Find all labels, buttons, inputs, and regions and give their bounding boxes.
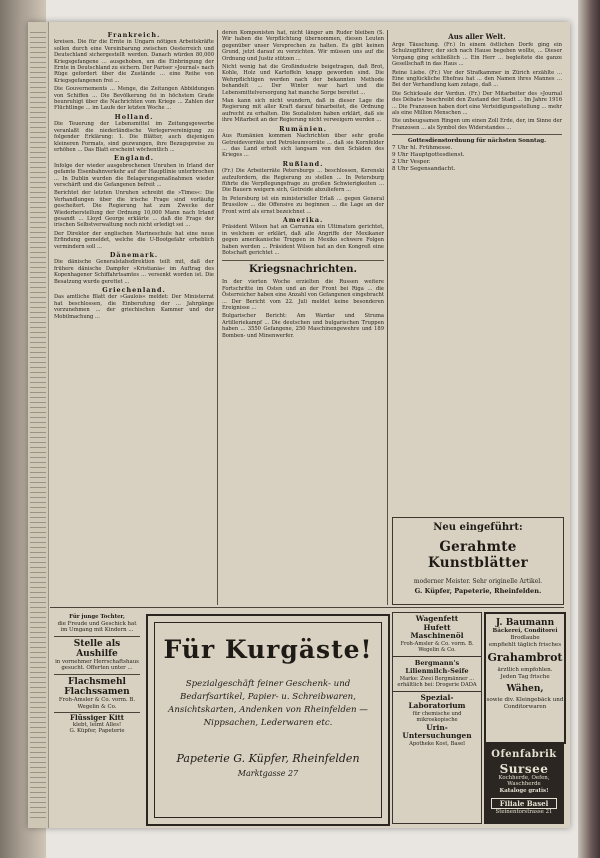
advert-title: Bergmann's Lilienmilch-Seife	[405, 658, 469, 676]
section-heading: Rumänien.	[279, 124, 327, 133]
advert-block	[393, 657, 481, 692]
section-heading: Holland.	[114, 112, 154, 121]
advert-firm: G. Küpfer, Papeterie, Rheinfelden.	[414, 587, 542, 595]
advert-text: klebt, leimt Alles!	[72, 721, 122, 728]
schedule-item: 8 Uhr Segensandacht.	[392, 166, 456, 173]
advert-text: für chemische und mikroskopische	[412, 710, 462, 724]
advert-branch: Filiale Basel	[491, 798, 557, 809]
advert-text: Kataloge gratis!	[499, 787, 549, 794]
advert-firm: Papeterie G. Küpfer, Rheinfelden	[176, 752, 360, 765]
article-text: Die unbeugsamen Ringen um einen Zoll Erde, der, im Sinne der Franzosen ... als Symbol des Widerstandes ...	[392, 118, 562, 131]
article-text: Arge Täuschung. (Fr.) In einem östlichen Dorfe ging ein Schulzugführer, der sich nach Hause begeben wollte, ... Dieser Vorgang ging schließlich ... Ein Herr ... begleitete die ganze Gesellschaft in das Haus ...	[392, 42, 562, 68]
advert-text: Kochherde, Oefen, Waschherde	[498, 775, 550, 788]
article-text: Die Teuerung der Lebensmittel im Zeitungsgewerbe veranlaßt die niederländische Verlegervereinigung zu folgender Erklärung: 1. Die Blätter, auch diejenigen kleineren Formats, sind gezwungen, ihre Bezugspreise zu erhöhen ... Das Blatt erscheint wöchentlich ...	[54, 121, 214, 153]
article-text: Präsident Wilson hat an Carranza ein Ultimatum gerichtet, in welchem er erklärt, daß alle Angriffe der Mexikaner gegen amerikanische Truppen in Mexiko schwere Folgen haben werden ... Präsident Wilson hat an den Kongreß eine Botschaft gerichtet ...	[222, 224, 384, 256]
advert-title: Flachssamen	[64, 686, 130, 697]
advert-text: Jeden Tag frische	[500, 674, 550, 681]
advert-text: Marke: Zwei Bergmänner ... erhältlich bei: Drogerie DADA	[397, 675, 477, 689]
advert-firm: Apotheke Kost, Basel	[409, 740, 465, 747]
advert-title: Urin-Untersuchungen	[402, 722, 472, 741]
article-text: Der Direktor der englischen Marineschule hat eine neue Erfindung gemeldet, welche die U-Bootgefahr erheblich vermindern soll ...	[54, 230, 214, 250]
small-ads-column	[54, 612, 140, 822]
advert-product: Wähen,	[506, 683, 544, 694]
advert-title: Ofenfabrik	[491, 749, 557, 760]
advert-title: J. Baumann	[495, 618, 555, 628]
war-news-heading: Kriegsnachrichten.	[222, 260, 384, 276]
section-heading: Dänemark.	[109, 251, 159, 259]
article-text: Die dänische Generalstabsdirektion teilt mit, daß der frühere dänische Dampfer »Kristiania« im Auftrag des Kopenhagener Schiffahrtsamtes ... versenkt worden ist. Die Besatzung wurde gerettet ...	[54, 259, 214, 285]
advert-text: G. Küpfer, Papeterie	[69, 728, 125, 735]
article-text: Aus Rumänien kommen Nachrichten über sehr große Getreidevorräte und Petroleumvorräte ... daß sie Kornfelder ... das Land erholt sich langsam von den Schäden des Krieges ...	[222, 133, 384, 159]
column-rule	[387, 30, 388, 605]
advert-block	[393, 613, 481, 657]
advert-text: moderner Meister. Sehr originelle Artikel.	[413, 578, 543, 585]
advert-title: Spezial-Laboratorium	[408, 692, 466, 711]
advert-title: Maschinenöl	[410, 631, 464, 641]
advert-address: Marktgasse 27	[237, 769, 299, 778]
article-text: Nicht wenig hat die Großindustrie beigetragen, daß Brot, Kohle, Holz und Kartoffeln knapp geworden sind. Die Wehrpflichtigen werden nach der bekannten Methode behandelt ... Der Winter war hart und die Lebensmittelversorgung hat manche Sorge bereitet ...	[222, 64, 384, 96]
advert-text: Spezialgeschäft feiner Geschenk- und Bedarfsartikel, Papier- u. Schreibwaren, Ansichtskarten, Andenken von Rheinfelden — Nippsachen, Lederwaren etc.	[168, 679, 368, 728]
advert-title: Flachsmehl	[68, 676, 126, 687]
section-divider	[50, 607, 564, 608]
schedule-item: 7 Uhr hl. Frühmesse.	[392, 145, 453, 152]
article-text: (Fr.) Die Arbeiterräte Petersburgs ... beschlossen, Kerenski aufzufordern, die Regierung zu stellen ... In Petersburg führte die Verpflegungsfrage zu großen Schwierigkeiten ... Die Bauern weigern sich, Getreide abzuliefern ...	[222, 168, 384, 194]
section-heading: Frankreich.	[107, 31, 161, 39]
advert-address: Steinentorstrasse 21	[495, 809, 553, 816]
article-text: Die Gouvernements ... Menge, die Zeitungen Abbildungen von Schiffen ... Die Bevölkerung fei in höchstem Grade beunruhigt über die Nachrichten vom Kriege ... Zahlen der Flüchtlinge ... im Laufe der letzten Woche ...	[54, 86, 214, 112]
column-rule	[217, 30, 218, 605]
schedule-item: 9 Uhr Hauptgottesdienst.	[392, 152, 465, 159]
advert-text: ärztlich empfohlen.	[497, 667, 553, 674]
article-text: Berichtet der letzten Unruhen schreibt die »Times«: Die Verhandlungen über die irische Frage sind vorläufig gescheitert. Die Regierung hat zum Zwecke der Wiederherstellung der Ordnung 10,000 Mann nach Irland gesandt ... Lloyd George erklärte ... daß die Frage der irischen Selbstverwaltung noch nicht erledigt sei ...	[54, 190, 214, 229]
advert-title: Sursee	[499, 762, 549, 776]
article-text: kreisen. Die für die Ernte in Ungarn nötigen Arbeitskräfte sollen durch eine Vereinbarung zwischen Oesterreich und Deutschland sichergestellt werden. Danach würden 80,000 Kriegsgefangene ... ausgehoben, um die Einbringung der Ernte in Deutschland zu sichern. Der Pariser »Journal« nach Rüge gefordert über die Zustände ... eine Reihe von Kriegsgefangenen frei ...	[54, 39, 214, 84]
article-column-2	[222, 30, 384, 605]
advert-text: Brodlaube	[510, 634, 540, 641]
newspaper-page	[28, 22, 570, 828]
section-heading: Griechenland.	[102, 286, 166, 295]
stove-factory-advert	[484, 744, 564, 824]
advert-product: Grahambrot	[487, 651, 563, 665]
advert-title: Stelle als Aushilfe	[73, 638, 121, 659]
kurgaeste-advert	[146, 614, 390, 826]
advert-heading: Neu eingeführt:	[433, 522, 523, 533]
adjacent-page-edge	[28, 22, 49, 828]
article-text: Reine Liebe. (Fr.) Vor der Strafkammer in Zürich erzählte ... Eine unglückliche Ehefrau hat ... den Namen ihres Mannes ... Bei der Verhandlung kam zutage, daß ...	[392, 69, 562, 89]
church-service-schedule	[392, 138, 562, 173]
advert-title: Für Kurgäste!	[163, 635, 373, 664]
article-text: In Petersburg ist ein ministerieller Erlaß ... gegen General Brussilow ... die Offensive zu beginnen ... die Lage an der Front wird als ernst bezeichnet ...	[222, 195, 384, 215]
section-heading: Amerika.	[282, 215, 324, 224]
article-text: Die Schicksale der Verdun. (Fr.) Der Mitarbeiter des »Journal des Débats« beschreibt den Zustand der Stadt ... Im Jahre 1916 ... Die Franzosen haben dort eine Verteidigungsstellung ... mehr als eine Million Menschen ...	[392, 90, 562, 117]
advert-title: Gerahmte Kunstblätter	[428, 539, 528, 571]
schedule-title: Gottesdienstordnung für nächsten Sonntag.	[407, 138, 547, 145]
article-text: Infolge der wieder ausgebrochenen Unruhen in Irland der gefamte Eisenbahnverkehr auf der Hauptlinie unterbrochen ... In Dublin wurden die Belagerungsmaßnahmen wieder verschärft und die Gefangenen befreit ...	[54, 162, 214, 188]
section-heading: Rußland.	[282, 159, 324, 168]
article-text: deren Komponisten hat, nicht länger am Ruder bleiben (S. Wir haben die Verpflichtung übernommen, diesen Leuten gegenüber unser Versprechen zu halten. Es gibt keinen Grund, jetzt darauf zu verzichten. Wir müssen uns auf die Ordnung und Justiz stützen ...	[222, 30, 384, 62]
article-column-1	[54, 30, 214, 605]
advert-block	[54, 713, 140, 737]
advert-title: Für junge Tochter,	[69, 614, 125, 620]
advert-firm: Froh-Amsler & Co. vorm. B. Wegelin & Co.	[400, 640, 474, 654]
section-heading: Aus aller Welt.	[448, 32, 506, 41]
bakery-advert	[484, 612, 566, 744]
advert-block	[54, 637, 140, 675]
middle-ads-column	[392, 612, 482, 824]
article-text: Bulgarischer Bericht: Am Wardar und Struma Artilleriekampf ... Die deutschen und bulgarischen Truppen haben ... 3550 Gefangene, 250 Maschinengewehre und 189 Bomben- und Minenwerfer.	[222, 313, 384, 339]
section-heading: England.	[114, 154, 154, 163]
advert-text: in vornehmer Herrschaftshaus gesucht. Offerten unter ...	[55, 658, 139, 672]
book-spine-right	[578, 0, 600, 858]
article-text: Man kann sich nicht wundern, daß in dieser Lage die Regierung mit aller Kraft darauf hinarbeitet, die Ordnung aufrecht zu erhalten. Die Sozialisten haben erklärt, daß sie ihre Mitarbeit an der Regierung nicht verweigern werden ...	[222, 98, 384, 124]
advert-title: Hufett	[423, 622, 451, 632]
advert-block	[54, 612, 140, 637]
article-column-3	[392, 30, 562, 530]
advert-title: Wagenfett	[415, 614, 459, 623]
advert-text: empfiehlt täglich frisches	[488, 641, 562, 648]
advert-block	[393, 692, 481, 750]
advert-block	[54, 675, 140, 713]
advert-text: Froh-Amsler & Co. vorm. B. Wegelin & Co.	[58, 696, 136, 710]
advert-text: die Freude und Geschick hat im Umgang mit Kindern ...	[57, 620, 137, 634]
advert-text: sowie div. Kleingebäck und Conditorwaren	[486, 696, 564, 710]
advert-text: Bäckerei, Conditorei	[492, 628, 558, 634]
art-prints-advert	[392, 517, 564, 605]
article-text: In der vierten Woche erzielten die Russen weitere Fortschritte im Osten und an der Front bei Riga ... die Österreicher haben eine Anzahl von Gefangenen eingebracht ... Der Bericht vom 22. Juli meldet keine besonderen Ereignisse ...	[222, 279, 384, 312]
advert-title: Flüssiger Kitt	[70, 713, 124, 723]
article-text: Das amtliche Blatt der »Gaulois« meldet: Der Ministerrat hat beschlossen, die Einberufung der ... Jahrgänge vorzunehmen ... der griechischen Kammer und der Mobilmachung ...	[54, 294, 214, 320]
schedule-item: 2 Uhr Vesper.	[392, 159, 431, 166]
